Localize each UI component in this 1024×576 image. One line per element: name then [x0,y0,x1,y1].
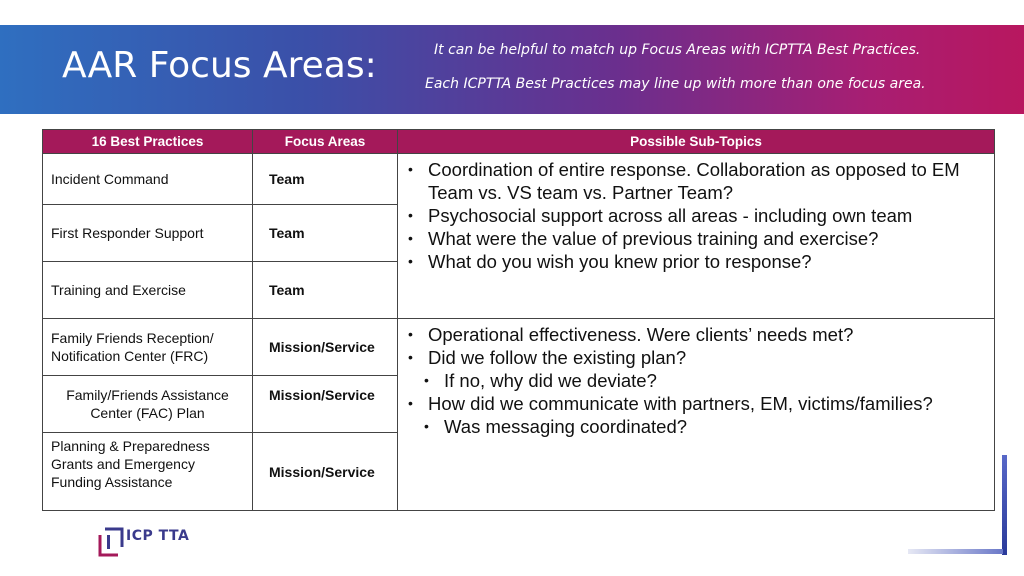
logo-mark-icon [96,525,126,559]
focus-cell: Mission/Service [253,433,398,511]
logo-text: ICP TTA [126,528,190,544]
subtopics-team-list [406,158,986,273]
practice-cell: Training and Exercise [43,262,253,319]
focus-cell: Team [253,205,398,262]
focus-cell: Mission/Service [253,376,398,433]
corner-accent-vertical [1002,455,1007,555]
subtitle-line-2: Each ICPTTA Best Practices may line up with more than one focus area. [425,76,926,92]
table-row [43,154,995,205]
icptta-logo [96,525,216,559]
table-header-row [43,130,995,154]
list-item: • Coordination of entire response. Collaboration as opposed to EM Team vs. VS team vs. Partner Team? [428,158,986,204]
header-sub-topics: Possible Sub-Topics [398,130,995,154]
corner-accent-horizontal [908,549,1003,554]
nested-list [406,415,986,438]
list-item: • Was messaging coordinated? [444,415,986,438]
subtopics-mission-list [406,323,986,369]
list-item: • Operational effectiveness. Were clients’ needs met? [428,323,986,346]
list-item: • What were the value of previous training and exercise? [428,227,986,250]
focus-areas-table [42,129,995,511]
page-title: AAR Focus Areas: [62,45,377,86]
list-item: • What do you wish you knew prior to response? [428,250,986,273]
practice-cell: Family/Friends Assistance Center (FAC) Plan [43,376,253,433]
practice-cell: Planning & Preparedness Grants and Emergency Funding Assistance [43,433,253,511]
list-item: • Did we follow the existing plan? [428,346,986,369]
subtitle-line-1: It can be helpful to match up Focus Areas with ICPTTA Best Practices. [434,42,921,58]
focus-cell: Team [253,262,398,319]
focus-cell: Mission/Service [253,319,398,376]
subtopics-mission-list-cont [406,392,986,415]
subtopics-team-cell [398,154,995,319]
practice-cell: Family Friends Reception/ Notification Center (FRC) [43,319,253,376]
header-best-practices: 16 Best Practices [43,130,253,154]
practice-cell: Incident Command [43,154,253,205]
subtopics-mission-cell [398,319,995,511]
focus-cell: Team [253,154,398,205]
table-row [43,319,995,376]
practice-cell: First Responder Support [43,205,253,262]
nested-list [406,369,986,392]
list-item: • How did we communicate with partners, EM, victims/families? [428,392,986,415]
list-item: • If no, why did we deviate? [444,369,986,392]
header-focus-areas: Focus Areas [253,130,398,154]
list-item: • Psychosocial support across all areas - including own team [428,204,986,227]
